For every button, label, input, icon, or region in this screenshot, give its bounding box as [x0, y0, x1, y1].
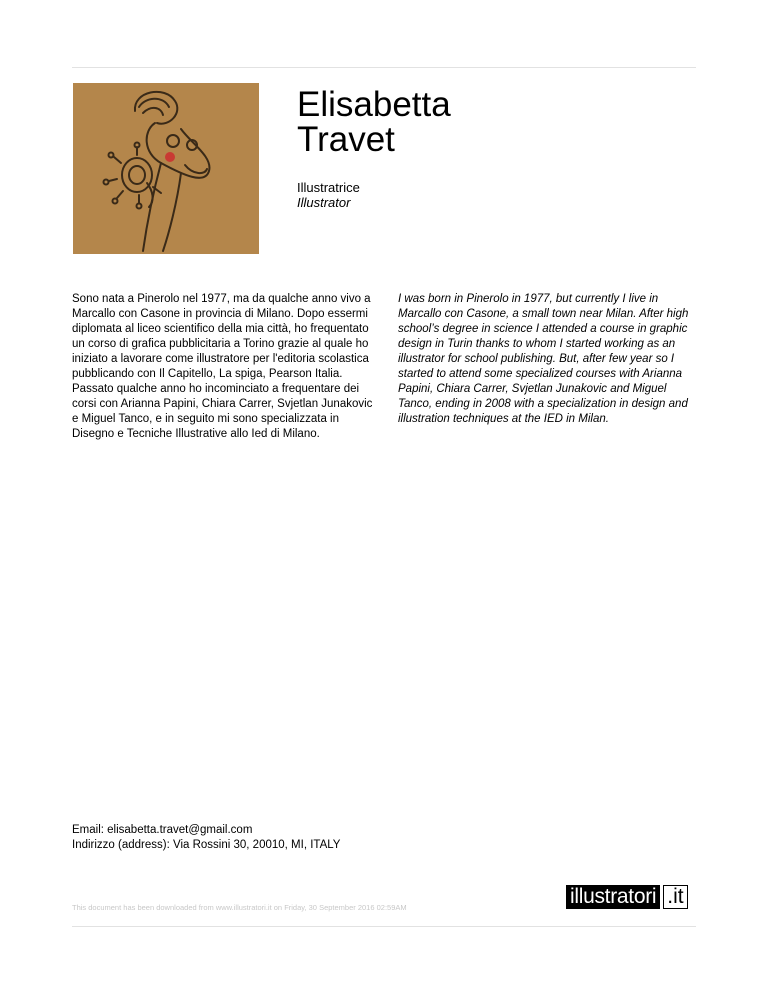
contact-info	[72, 823, 340, 853]
illustratori-logo[interactable]	[566, 885, 688, 909]
role-italian: Illustratrice	[297, 180, 360, 195]
artist-role	[297, 180, 360, 210]
portrait-image	[73, 83, 259, 254]
contact-email[interactable]: Email: elisabetta.travet@gmail.com	[72, 824, 253, 836]
first-name: Elisabetta	[297, 85, 451, 124]
contact-address: Indirizzo (address): Via Rossini 30, 20010, MI, ITALY	[72, 839, 341, 851]
logo-main-text: illustratori	[566, 885, 660, 909]
bio-italian: Sono nata a Pinerolo nel 1977, ma da qualche anno vivo a Marcallo con Casone in provincia di Milano. Dopo essermi diplomata al liceo scientifico della mia città, ho frequentato un corso di grafica pubblicitaria a Torino grazie al quale ho iniziato a lavorare come illustratore per l'editoria scolastica pubblicando con Il Capitello, La spiga, Pearson Italia. Passato qualche anno ho incominciato a frequentare dei corsi con Arianna Papini, Chiara Carrer, Svjetlan Junakovic e Miguel Tanco, e in seguito mi sono specializzata in Disegno e Tecniche Illustrative allo Ied di Milano.	[72, 293, 373, 440]
last-name: Travet	[297, 120, 395, 159]
role-english: Illustrator	[297, 195, 351, 210]
bottom-divider	[72, 926, 696, 927]
artist-name	[297, 87, 451, 157]
bio-english: I was born in Pinerolo in 1977, but currently I live in Marcallo con Casone, a small town near Milan. After high school’s degree in science I attended a course in graphic design in Turin thanks to whom I started working as an illustrator for school publishing. But, after few year so I started to attend some specialized courses with Arianna Papini, Chiara Carrer, Svjetlan Junakovic and Miguel Tanco, ending in 2008 with a specialization in design and illustration techniques at the IED in Milan.	[398, 293, 689, 425]
download-note: This document has been downloaded from www.illustratori.it on Friday, 30 September 2016 02:59AM	[72, 903, 407, 912]
top-divider	[72, 67, 696, 68]
logo-tld-text: .it	[663, 885, 687, 909]
